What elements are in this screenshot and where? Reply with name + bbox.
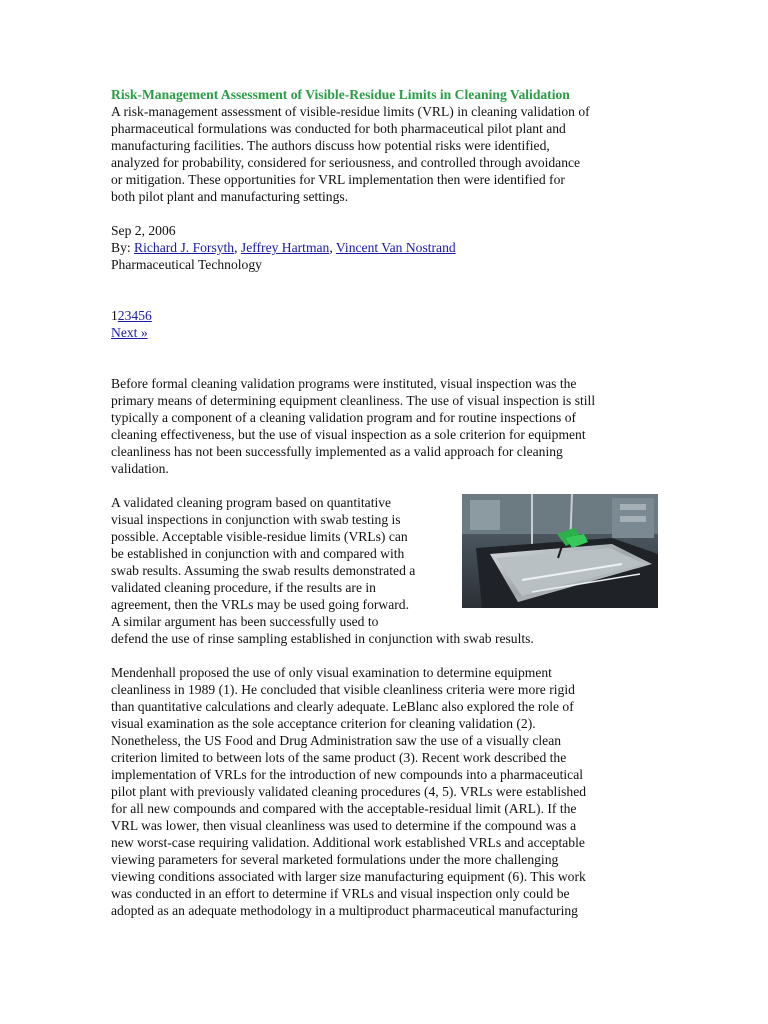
body-paragraph-3 xyxy=(111,664,671,919)
body-line: visual examination as the sole acceptance criterion for cleaning validation (2). xyxy=(111,716,536,731)
body-line: viewing parameters for several marketed formulations under the more challenging xyxy=(111,852,559,867)
body-line: primary means of determining equipment cleanliness. The use of visual inspection is still xyxy=(111,393,596,408)
byline xyxy=(111,239,671,256)
summary-line: pharmaceutical formulations was conducted for both pharmaceutical pilot plant and xyxy=(111,121,566,136)
body-line: A similar argument has been successfully used to xyxy=(111,614,379,629)
body-line: validated cleaning procedure, if the results are in xyxy=(111,580,376,595)
lab-photo-icon xyxy=(462,494,658,608)
author-separator: , xyxy=(234,240,241,255)
body-paragraph-2 xyxy=(111,494,671,647)
body-line: be established in conjunction with and compared with xyxy=(111,546,405,561)
article-date: Sep 2, 2006 xyxy=(111,223,176,238)
body-line: viewing conditions associated with larger size manufacturing equipment (6). This work xyxy=(111,869,586,884)
body-line: swab results. Assuming the swab results demonstrated a xyxy=(111,563,416,578)
body-line: cleaning effectiveness, but the use of visual inspection as a sole criterion for equipment xyxy=(111,427,586,442)
author-link-van-nostrand[interactable]: Vincent Van Nostrand xyxy=(335,240,456,255)
body-line: visual inspections in conjunction with swab testing is xyxy=(111,512,401,527)
body-line: than quantitative calculations and clearly adequate. LeBlanc also explored the role of xyxy=(111,699,574,714)
page-link-4[interactable]: 4 xyxy=(131,308,139,323)
summary-line: A risk-management assessment of visible-residue limits (VRL) in cleaning validation of xyxy=(111,104,590,119)
pagination xyxy=(111,307,671,324)
body-line: pilot plant with previously validated cleaning procedures (4, 5). VRLs were established xyxy=(111,784,587,799)
body-line: defend the use of rinse sampling established in conjunction with swab results. xyxy=(111,631,534,646)
body-line: for all new compounds and compared with the acceptable-residual limit (ARL). If the xyxy=(111,801,577,816)
author-separator: , xyxy=(329,240,336,255)
body-line: Nonetheless, the US Food and Drug Administration saw the use of a visually clean xyxy=(111,733,562,748)
summary-line: or mitigation. These opportunities for VRL implementation then were identified for xyxy=(111,172,565,187)
summary-line: analyzed for probability, considered for seriousness, and controlled through avoidance xyxy=(111,155,581,170)
body-line: possible. Acceptable visible-residue limits (VRLs) can xyxy=(111,529,408,544)
photo-graphic xyxy=(462,494,658,608)
body-line: was conducted in an effort to determine if VRLs and visual inspection only could be xyxy=(111,886,570,901)
body-line: typically a component of a cleaning validation program and for routine inspections of xyxy=(111,410,577,425)
body-line: implementation of VRLs for the introduction of new compounds into a pharmaceutical xyxy=(111,767,584,782)
body-line: VRL was lower, then visual cleanliness was used to determine if the compound was a xyxy=(111,818,577,833)
byline-label: By: xyxy=(111,240,131,255)
body-paragraph-1 xyxy=(111,375,671,477)
page-link-6[interactable]: 6 xyxy=(144,308,152,323)
next-page-link[interactable]: Next » xyxy=(111,325,148,340)
author-link-forsyth[interactable]: Richard J. Forsyth xyxy=(134,240,235,255)
body-line: A validated cleaning program based on quantitative xyxy=(111,495,392,510)
publication-name: Pharmaceutical Technology xyxy=(111,257,262,272)
body-line: adopted as an adequate methodology in a multiproduct pharmaceutical manufacturing xyxy=(111,903,578,918)
body-line: Before formal cleaning validation programs were instituted, visual inspection was the xyxy=(111,376,577,391)
page-link-5[interactable]: 5 xyxy=(138,308,145,323)
page-current: 1 xyxy=(111,308,118,323)
body-line: agreement, then the VRLs may be used going forward. xyxy=(111,597,409,612)
page-link-3[interactable]: 3 xyxy=(124,308,132,323)
body-line: cleanliness in 1989 (1). He concluded that visible cleanliness criteria were more rigid xyxy=(111,682,575,697)
summary-line: manufacturing facilities. The authors discuss how potential risks were identified, xyxy=(111,138,550,153)
body-line: criterion limited to between lots of the same product (3). Recent work described the xyxy=(111,750,567,765)
body-line: cleanliness has not been successfully implemented as a valid approach for cleaning xyxy=(111,444,563,459)
body-line: new worst-case requiring validation. Additional work established VRLs and acceptable xyxy=(111,835,585,850)
article-title: Risk-Management Assessment of Visible-Residue Limits in Cleaning Validation xyxy=(111,87,570,102)
article-summary xyxy=(111,103,671,205)
author-link-hartman[interactable]: Jeffrey Hartman xyxy=(240,240,330,255)
summary-line: both pilot plant and manufacturing settings. xyxy=(111,189,349,204)
body-line: validation. xyxy=(111,461,169,476)
article xyxy=(111,86,671,919)
page-link-2[interactable]: 2 xyxy=(117,308,125,323)
body-line: Mendenhall proposed the use of only visual examination to determine equipment xyxy=(111,665,552,680)
